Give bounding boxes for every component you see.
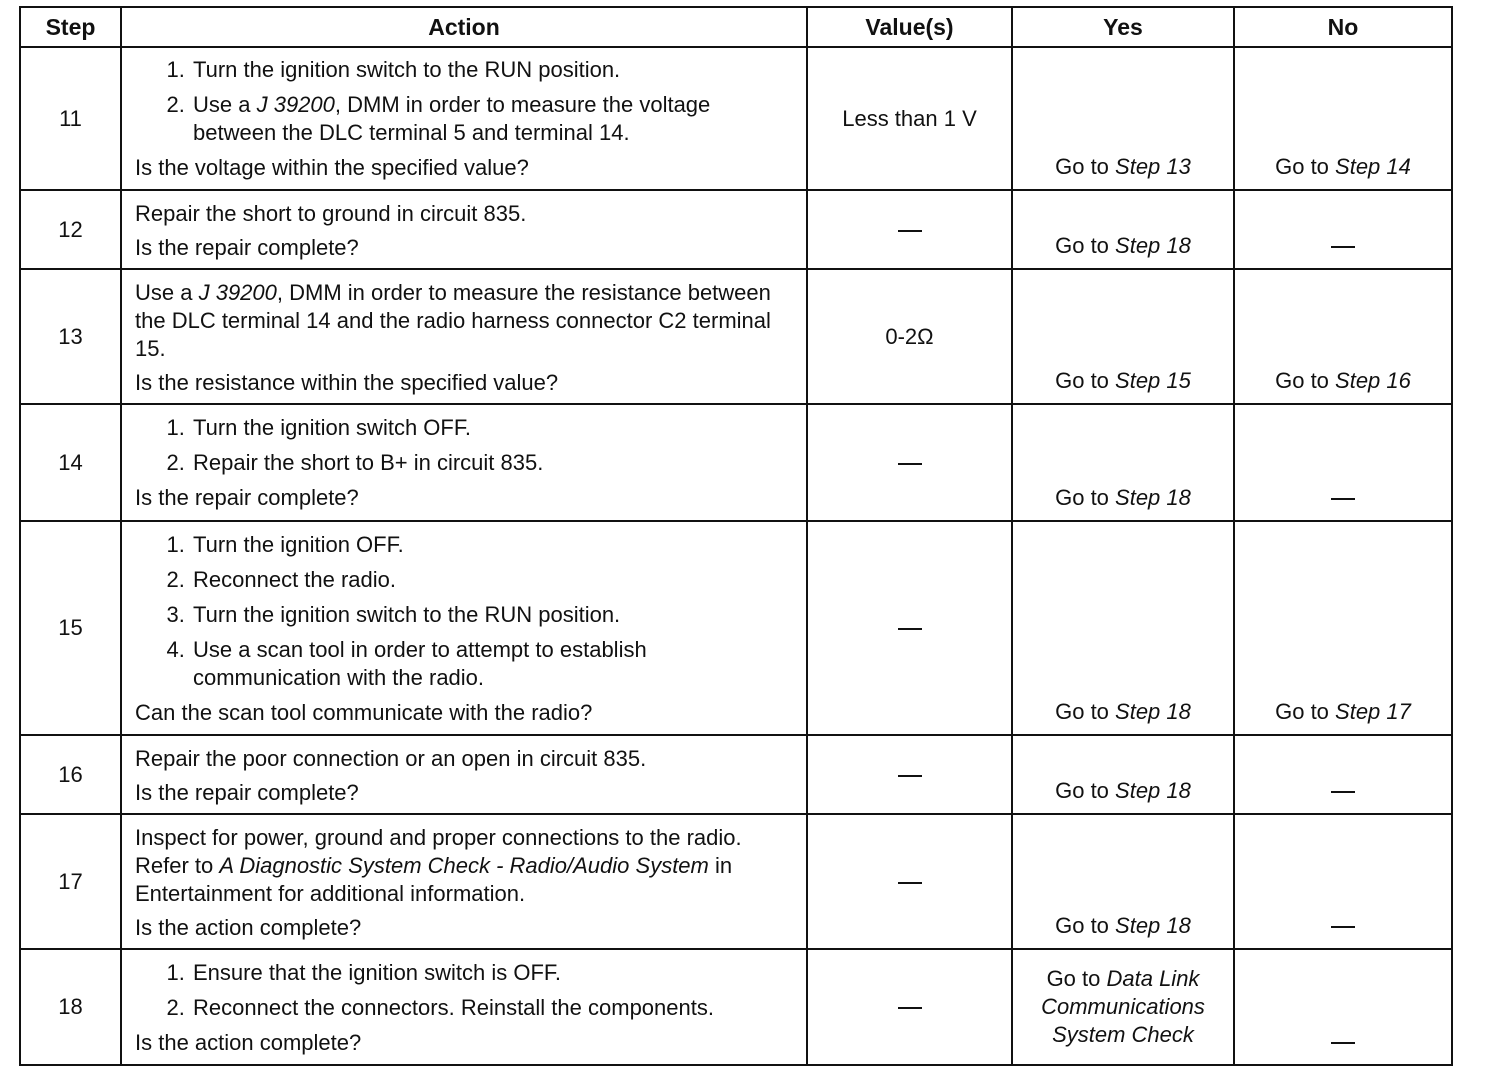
value-cell bbox=[807, 404, 1012, 521]
action-paragraph bbox=[135, 279, 794, 363]
action-step-item bbox=[191, 531, 794, 559]
table-body bbox=[20, 47, 1452, 1065]
value-cell bbox=[807, 190, 1012, 269]
header-action: Action bbox=[121, 7, 807, 47]
action-paragraph bbox=[135, 824, 794, 908]
action-steps-list bbox=[135, 531, 794, 692]
text-run: Turn the ignition OFF. bbox=[193, 531, 404, 557]
italic-reference: J 39200 bbox=[198, 280, 277, 305]
italic-reference: Step 18 bbox=[1115, 485, 1191, 510]
value-cell bbox=[807, 735, 1012, 814]
table-row bbox=[20, 521, 1452, 735]
dash-mark bbox=[898, 463, 922, 465]
text-run: Turn the ignition switch to the RUN position. bbox=[193, 601, 621, 627]
text-run: Turn the ignition switch to the RUN position. bbox=[193, 57, 621, 82]
yes-cell bbox=[1012, 404, 1234, 521]
action-step-item bbox=[191, 601, 794, 629]
action-cell bbox=[121, 269, 807, 404]
dash-mark bbox=[898, 230, 922, 232]
action-cell bbox=[121, 814, 807, 949]
text-run: Use a scan tool in order to attempt to establish communication with the radio. bbox=[193, 636, 647, 690]
italic-reference: Step 17 bbox=[1335, 699, 1411, 724]
action-question: Is the repair complete? bbox=[135, 485, 359, 510]
action-cell bbox=[121, 190, 807, 269]
table-row bbox=[20, 269, 1452, 404]
text-run: Go to bbox=[1275, 699, 1336, 724]
diagnostic-table bbox=[19, 6, 1453, 1066]
table-row bbox=[20, 949, 1452, 1065]
step-number: 18 bbox=[20, 949, 121, 1065]
step-number: 14 bbox=[20, 404, 121, 521]
action-paragraph bbox=[135, 745, 794, 773]
italic-reference: J 39200 bbox=[256, 92, 335, 117]
dash-mark bbox=[1331, 246, 1355, 248]
action-question: Is the repair complete? bbox=[135, 780, 359, 805]
text-run: Go to bbox=[1055, 154, 1116, 179]
yes-cell bbox=[1012, 269, 1234, 404]
text-run: Go to bbox=[1055, 233, 1116, 258]
text-run: Repair the poor connection or an open in circuit 835. bbox=[135, 746, 647, 771]
action-question: Is the repair complete? bbox=[135, 235, 359, 260]
no-cell bbox=[1234, 404, 1452, 521]
text-run: Reconnect the connectors. Reinstall the components. bbox=[193, 994, 714, 1020]
text-run: Repair the short to B+ in circuit 835. bbox=[193, 450, 544, 475]
yes-cell bbox=[1012, 47, 1234, 190]
table-row bbox=[20, 735, 1452, 814]
yes-cell bbox=[1012, 521, 1234, 735]
no-cell bbox=[1234, 269, 1452, 404]
action-cell bbox=[121, 521, 807, 735]
action-step-item bbox=[191, 959, 794, 987]
italic-reference: Step 15 bbox=[1115, 368, 1191, 393]
dash-mark bbox=[898, 882, 922, 884]
text-run: Go to bbox=[1055, 913, 1116, 938]
text-run: , DMM in order to measure the resistance between the DLC terminal 14 and the radio harness connector C2 terminal 15. bbox=[135, 280, 771, 361]
action-step-item bbox=[191, 414, 794, 442]
action-step-item bbox=[191, 449, 794, 477]
action-step-item bbox=[191, 994, 794, 1022]
action-question: Is the action complete? bbox=[135, 915, 362, 940]
dash-mark bbox=[898, 775, 922, 777]
text-run: Go to bbox=[1046, 966, 1107, 991]
yes-cell bbox=[1012, 190, 1234, 269]
header-yes: Yes bbox=[1012, 7, 1234, 47]
action-cell bbox=[121, 735, 807, 814]
yes-cell bbox=[1012, 735, 1234, 814]
step-number: 11 bbox=[20, 47, 121, 190]
yes-cell bbox=[1012, 949, 1234, 1065]
text-run: Turn the ignition switch OFF. bbox=[193, 415, 471, 440]
dash-mark bbox=[898, 628, 922, 630]
dash-mark bbox=[1331, 498, 1355, 500]
action-question: Is the voltage within the specified value? bbox=[135, 155, 529, 180]
no-cell bbox=[1234, 814, 1452, 949]
text-run: Repair the short to ground in circuit 835. bbox=[135, 201, 527, 226]
table-row bbox=[20, 47, 1452, 190]
text-run: , DMM in order to measure the voltage between the DLC terminal 5 and terminal 14. bbox=[193, 92, 711, 145]
no-cell bbox=[1234, 949, 1452, 1065]
text-run: Go to bbox=[1055, 778, 1116, 803]
text-run: Go to bbox=[1275, 154, 1336, 179]
no-cell bbox=[1234, 47, 1452, 190]
action-step-item bbox=[191, 91, 794, 147]
header-values: Value(s) bbox=[807, 7, 1012, 47]
value-cell bbox=[807, 269, 1012, 404]
no-cell bbox=[1234, 735, 1452, 814]
action-steps-list bbox=[135, 414, 794, 477]
action-question: Is the resistance within the specified value? bbox=[135, 370, 559, 395]
action-cell bbox=[121, 404, 807, 521]
text-run: Use a bbox=[135, 280, 199, 305]
action-cell bbox=[121, 949, 807, 1065]
table-row bbox=[20, 190, 1452, 269]
action-steps-list bbox=[135, 959, 794, 1022]
action-question: Can the scan tool communicate with the radio? bbox=[135, 699, 593, 725]
text-run: Inspect for power, ground and proper connections to the radio. Refer to bbox=[135, 825, 742, 878]
italic-reference: Step 18 bbox=[1115, 699, 1191, 724]
dash-mark bbox=[1331, 791, 1355, 793]
action-step-item bbox=[191, 636, 794, 692]
action-step-item bbox=[191, 566, 794, 594]
action-question: Is the action complete? bbox=[135, 1029, 362, 1055]
text-run: Less than 1 V bbox=[842, 105, 977, 131]
value-cell bbox=[807, 949, 1012, 1065]
no-cell bbox=[1234, 190, 1452, 269]
text-run: Go to bbox=[1055, 485, 1116, 510]
text-run: Go to bbox=[1055, 699, 1116, 724]
table-row bbox=[20, 404, 1452, 521]
header-step: Step bbox=[20, 7, 121, 47]
header-no: No bbox=[1234, 7, 1452, 47]
action-paragraph bbox=[135, 200, 794, 228]
dash-mark bbox=[1331, 1042, 1355, 1044]
italic-reference: A Diagnostic System Check - Radio/Audio System bbox=[219, 853, 709, 878]
text-run: Go to bbox=[1055, 368, 1116, 393]
italic-reference: Step 16 bbox=[1335, 368, 1411, 393]
step-number: 13 bbox=[20, 269, 121, 404]
value-cell bbox=[807, 521, 1012, 735]
step-number: 12 bbox=[20, 190, 121, 269]
italic-reference: Step 18 bbox=[1115, 778, 1191, 803]
italic-reference: Step 14 bbox=[1335, 154, 1411, 179]
value-cell bbox=[807, 47, 1012, 190]
step-number: 17 bbox=[20, 814, 121, 949]
step-number: 15 bbox=[20, 521, 121, 735]
text-run: 0-2Ω bbox=[885, 323, 934, 349]
dash-mark bbox=[1331, 926, 1355, 928]
text-run: in Entertainment for additional information. bbox=[135, 853, 733, 906]
action-cell bbox=[121, 47, 807, 190]
italic-reference: Step 18 bbox=[1115, 233, 1191, 258]
text-run: Go to bbox=[1275, 368, 1336, 393]
text-run: Reconnect the radio. bbox=[193, 566, 397, 592]
italic-reference: Step 18 bbox=[1115, 913, 1191, 938]
yes-cell bbox=[1012, 814, 1234, 949]
text-run: Use a bbox=[193, 92, 257, 117]
dash-mark bbox=[898, 1007, 922, 1009]
header-row bbox=[20, 7, 1452, 47]
text-run: Ensure that the ignition switch is OFF. bbox=[193, 959, 562, 985]
no-cell bbox=[1234, 521, 1452, 735]
step-number: 16 bbox=[20, 735, 121, 814]
value-cell bbox=[807, 814, 1012, 949]
table-row bbox=[20, 814, 1452, 949]
italic-reference: Step 13 bbox=[1115, 154, 1191, 179]
italic-reference: Data Link Communications System Check bbox=[1041, 966, 1205, 1047]
action-steps-list bbox=[135, 56, 794, 147]
action-step-item bbox=[191, 56, 794, 84]
